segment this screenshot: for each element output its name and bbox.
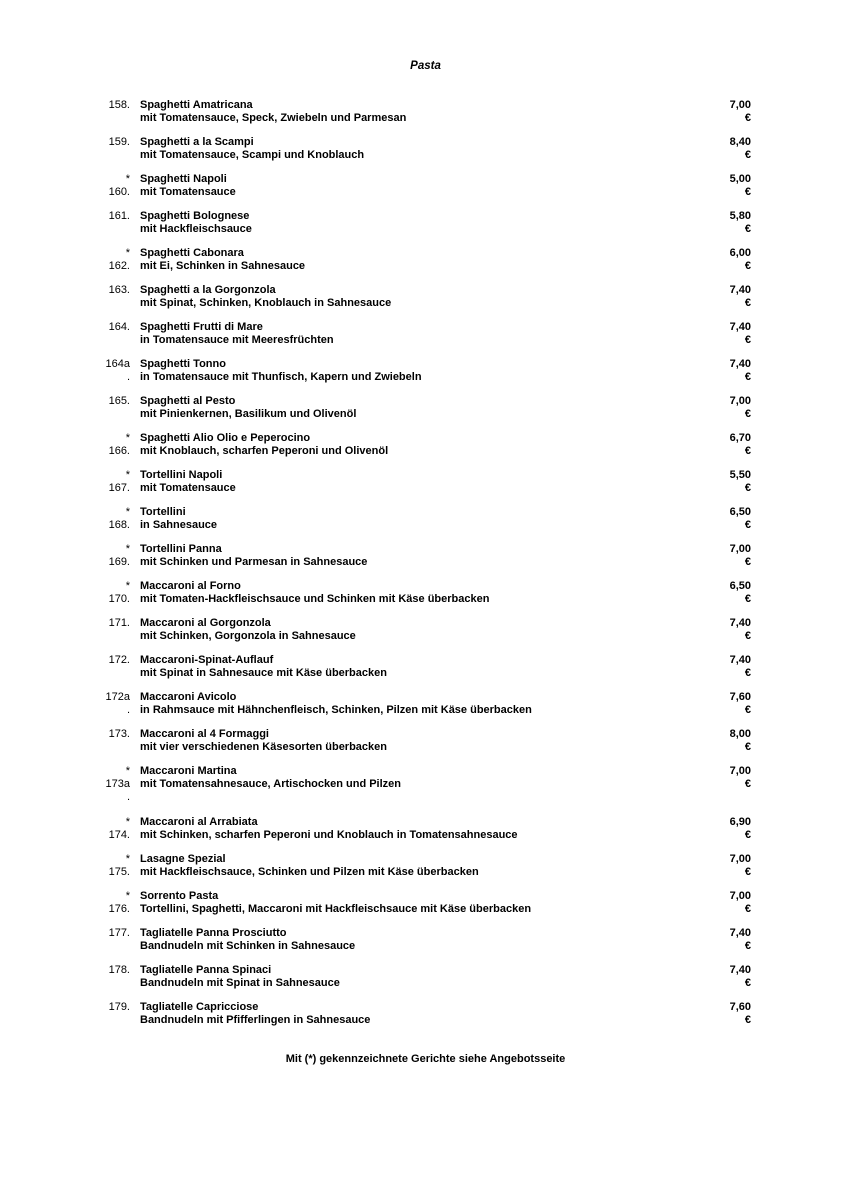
item-price: 8,00 — [729, 728, 751, 740]
item-description: in Tomatensauce mit Meeresfrüchten — [140, 334, 334, 346]
item-name: Maccaroni al 4 Formaggi — [140, 728, 269, 740]
item-name: Sorrento Pasta — [140, 890, 219, 902]
item-number-continued: 167. — [108, 482, 130, 494]
item-currency: € — [744, 297, 751, 309]
menu-item — [0, 727, 851, 764]
item-price: 7,40 — [729, 964, 751, 976]
item-name: Spaghetti Tonno — [140, 358, 226, 370]
item-description: mit vier verschiedenen Käsesorten überbacken — [140, 741, 387, 753]
menu-item — [0, 653, 851, 690]
item-price: 5,50 — [729, 469, 751, 481]
item-description: Bandnudeln mit Spinat in Sahnesauce — [140, 977, 340, 989]
item-number-continued: 169. — [108, 556, 130, 568]
item-name: Spaghetti a la Gorgonzola — [140, 284, 276, 296]
item-price: 7,60 — [729, 1001, 751, 1013]
item-description: mit Schinken, Gorgonzola in Sahnesauce — [140, 630, 356, 642]
item-price: 7,40 — [729, 654, 751, 666]
item-description: mit Tomatensauce, Scampi und Knoblauch — [140, 149, 365, 161]
item-number: 173. — [108, 728, 130, 740]
item-currency: € — [744, 940, 751, 952]
item-number-continued: 162. — [108, 260, 130, 272]
item-currency: € — [744, 593, 751, 605]
item-number-continued: 170. — [108, 593, 130, 605]
item-currency: € — [744, 903, 751, 915]
menu-item — [0, 431, 851, 468]
item-number: * — [125, 173, 130, 185]
item-currency: € — [744, 866, 751, 878]
item-number: 165. — [108, 395, 130, 407]
item-currency: € — [744, 408, 751, 420]
item-number: * — [125, 469, 130, 481]
item-number-continued — [60, 976, 130, 990]
item-description: Bandnudeln mit Pfifferlingen in Sahnesauce — [140, 1014, 371, 1026]
item-price: 7,40 — [729, 284, 751, 296]
menu-item — [0, 1000, 851, 1037]
menu-item — [0, 690, 851, 727]
item-currency: € — [744, 778, 751, 790]
menu-item — [0, 505, 851, 542]
item-number-continued — [60, 666, 130, 680]
item-name: Maccaroni Martina — [140, 765, 237, 777]
item-currency: € — [744, 630, 751, 642]
item-number-continued — [60, 296, 130, 310]
menu-item — [0, 579, 851, 616]
item-description: mit Ei, Schinken in Sahnesauce — [140, 260, 306, 272]
menu-item — [0, 815, 851, 852]
item-number-continued — [60, 939, 130, 953]
item-name: Spaghetti Napoli — [140, 173, 227, 185]
item-number-continued — [60, 1013, 130, 1027]
item-name: Maccaroni al Arrabiata — [140, 816, 258, 828]
item-description: in Tomatensauce mit Thunfisch, Kapern und Zwiebeln — [140, 371, 422, 383]
item-description: mit Tomatensauce — [140, 482, 236, 494]
item-description: mit Knoblauch, scharfen Peperoni und Olivenöl — [140, 445, 389, 457]
item-currency: € — [744, 977, 751, 989]
item-description: mit Hackfleischsauce, Schinken und Pilzen mit Käse überbacken — [140, 866, 479, 878]
item-name: Spaghetti al Pesto — [140, 395, 236, 407]
item-number: 159. — [108, 136, 130, 148]
item-currency: € — [744, 556, 751, 568]
item-name: Maccaroni Avicolo — [140, 691, 237, 703]
item-currency: € — [744, 1014, 751, 1026]
item-price: 7,00 — [729, 853, 751, 865]
item-number-continued: . — [126, 704, 130, 716]
item-number: * — [125, 247, 130, 259]
item-number-continued — [60, 111, 130, 125]
item-description: Bandnudeln mit Schinken in Sahnesauce — [140, 940, 356, 952]
menu-item — [0, 246, 851, 283]
item-price: 7,00 — [729, 890, 751, 902]
item-description: Tortellini, Spaghetti, Maccaroni mit Hackfleischsauce mit Käse überbacken — [140, 903, 532, 915]
item-description: mit Spinat, Schinken, Knoblauch in Sahnesauce — [140, 297, 392, 309]
item-currency: € — [744, 149, 751, 161]
item-number: 164. — [108, 321, 130, 333]
item-price: 6,00 — [729, 247, 751, 259]
item-number: 177. — [108, 927, 130, 939]
item-number-continued — [60, 407, 130, 421]
item-price: 7,40 — [729, 617, 751, 629]
menu-item — [0, 394, 851, 431]
item-currency: € — [744, 741, 751, 753]
item-number: 171. — [108, 617, 130, 629]
item-number: 172a — [105, 691, 130, 703]
menu-item — [0, 209, 851, 246]
menu-item — [0, 764, 851, 815]
item-number: 163. — [108, 284, 130, 296]
menu-item — [0, 357, 851, 394]
footnote: Mit (*) gekennzeichnete Gerichte siehe Angebotsseite — [285, 1053, 566, 1065]
menu-list — [0, 98, 851, 1037]
item-number-continued — [60, 222, 130, 236]
item-name: Maccaroni al Forno — [140, 580, 241, 592]
item-description: mit Tomaten-Hackfleischsauce und Schinken mit Käse überbacken — [140, 593, 490, 605]
item-description: mit Tomatensauce — [140, 186, 236, 198]
item-price: 8,40 — [729, 136, 751, 148]
item-description: in Sahnesauce — [140, 519, 218, 531]
item-currency: € — [744, 519, 751, 531]
item-name: Tagliatelle Panna Prosciutto — [140, 927, 287, 939]
item-description: mit Schinken und Parmesan in Sahnesauce — [140, 556, 368, 568]
item-price: 7,40 — [729, 321, 751, 333]
item-name: Maccaroni al Gorgonzola — [140, 617, 271, 629]
item-number-continued — [60, 740, 130, 754]
item-currency: € — [744, 186, 751, 198]
item-name: Tagliatelle Panna Spinaci — [140, 964, 272, 976]
item-currency: € — [744, 334, 751, 346]
item-description: mit Tomatensauce, Speck, Zwiebeln und Parmesan — [140, 112, 407, 124]
item-number: 164a — [105, 358, 130, 370]
item-currency: € — [744, 371, 751, 383]
item-description: in Rahmsauce mit Hähnchenfleisch, Schinken, Pilzen mit Käse überbacken — [140, 704, 532, 716]
page-title: Pasta — [410, 60, 441, 72]
item-description: mit Tomatensahnesauce, Artischocken und Pilzen — [140, 778, 402, 790]
item-description: mit Schinken, scharfen Peperoni und Knoblauch in Tomatensahnesauce — [140, 829, 518, 841]
item-name: Spaghetti Alio Olio e Peperocino — [140, 432, 311, 444]
menu-item — [0, 963, 851, 1000]
item-number: * — [125, 816, 130, 828]
item-price: 7,00 — [729, 543, 751, 555]
item-number: * — [125, 432, 130, 444]
item-number-continued: 175. — [108, 866, 130, 878]
item-name: Spaghetti Bolognese — [140, 210, 250, 222]
item-name: Tortellini Napoli — [140, 469, 223, 481]
item-currency: € — [744, 445, 751, 457]
menu-item — [0, 172, 851, 209]
item-currency: € — [744, 829, 751, 841]
item-name: Tagliatelle Capricciose — [140, 1001, 259, 1013]
item-currency: € — [744, 704, 751, 716]
menu-item — [0, 889, 851, 926]
item-number-continued: 166. — [108, 445, 130, 457]
item-currency: € — [744, 223, 751, 235]
item-number-continued: 176. — [108, 903, 130, 915]
menu-item — [0, 852, 851, 889]
item-number: * — [125, 506, 130, 518]
item-description: mit Hackfleischsauce — [140, 223, 252, 235]
item-number: * — [125, 765, 130, 777]
item-price: 7,40 — [729, 358, 751, 370]
menu-item — [0, 926, 851, 963]
item-currency: € — [744, 482, 751, 494]
item-price: 7,00 — [729, 395, 751, 407]
item-number: 172. — [108, 654, 130, 666]
item-currency: € — [744, 260, 751, 272]
item-price: 5,00 — [729, 173, 751, 185]
item-number: 178. — [108, 964, 130, 976]
menu-item — [0, 135, 851, 172]
item-name: Tortellini — [140, 506, 186, 518]
item-number: * — [125, 543, 130, 555]
item-name: Tortellini Panna — [140, 543, 222, 555]
item-number: 158. — [108, 99, 130, 111]
item-number-continued: 173a — [105, 778, 130, 790]
item-number: 161. — [108, 210, 130, 222]
item-number-continued — [60, 629, 130, 643]
item-number-continued: 174. — [108, 829, 130, 841]
item-name: Lasagne Spezial — [140, 853, 226, 865]
item-price: 7,60 — [729, 691, 751, 703]
menu-item — [0, 616, 851, 653]
item-number-continued: . — [126, 791, 130, 803]
item-description: mit Pinienkernen, Basilikum und Olivenöl — [140, 408, 357, 420]
item-description: mit Spinat in Sahnesauce mit Käse überbacken — [140, 667, 387, 679]
item-number: 179. — [108, 1001, 130, 1013]
item-number: * — [125, 853, 130, 865]
item-currency: € — [744, 667, 751, 679]
item-price: 7,40 — [729, 927, 751, 939]
item-name: Spaghetti a la Scampi — [140, 136, 254, 148]
menu-item — [0, 320, 851, 357]
item-price: 7,00 — [729, 99, 751, 111]
item-number-continued — [60, 333, 130, 347]
item-price: 5,80 — [729, 210, 751, 222]
menu-item — [0, 98, 851, 135]
item-number-continued: 168. — [108, 519, 130, 531]
item-price: 6,50 — [729, 580, 751, 592]
item-currency: € — [744, 112, 751, 124]
item-number-continued: 160. — [108, 186, 130, 198]
item-name: Maccaroni-Spinat-Auflauf — [140, 654, 274, 666]
item-number: * — [125, 890, 130, 902]
item-number-continued — [60, 148, 130, 162]
item-number-continued: . — [126, 371, 130, 383]
menu-item — [0, 468, 851, 505]
item-name: Spaghetti Amatricana — [140, 99, 253, 111]
item-price: 6,70 — [729, 432, 751, 444]
menu-item — [0, 283, 851, 320]
item-price: 7,00 — [729, 765, 751, 777]
item-name: Spaghetti Cabonara — [140, 247, 244, 259]
item-price: 6,50 — [729, 506, 751, 518]
item-number: * — [125, 580, 130, 592]
menu-item — [0, 542, 851, 579]
item-price: 6,90 — [729, 816, 751, 828]
item-name: Spaghetti Frutti di Mare — [140, 321, 263, 333]
